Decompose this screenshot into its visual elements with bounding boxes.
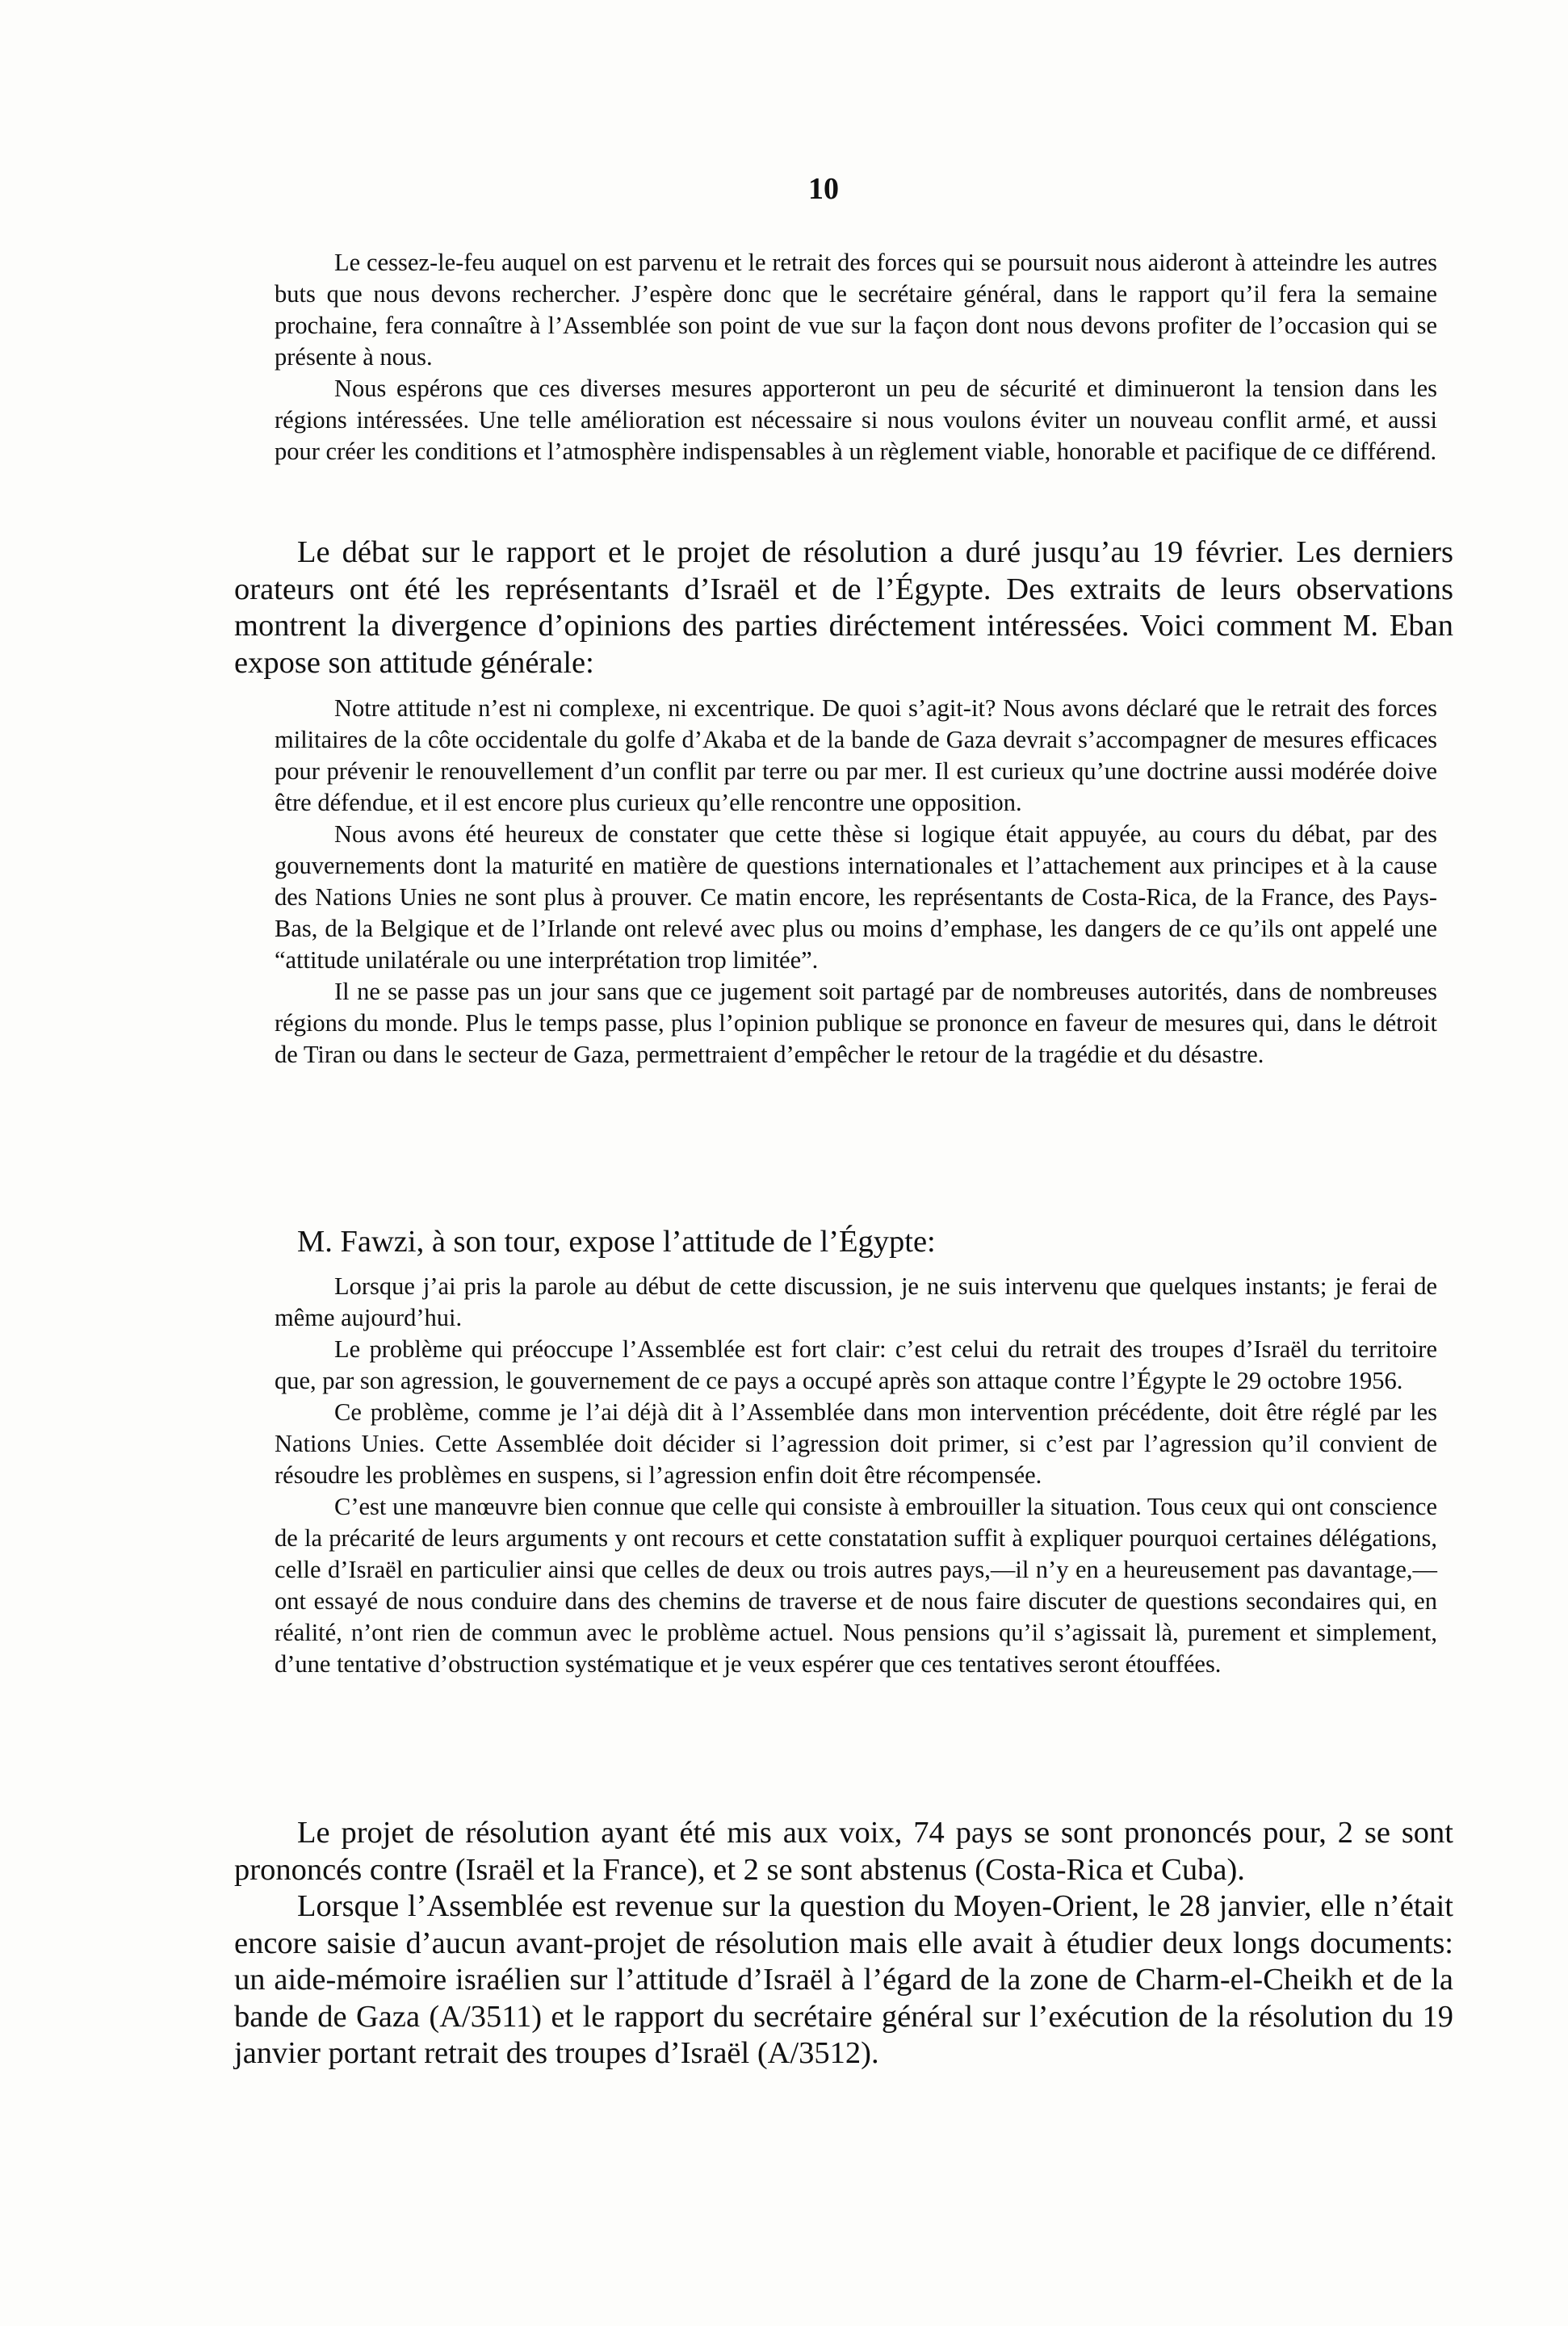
quoted-statement-eban bbox=[275, 693, 1437, 1071]
narrative-text bbox=[234, 1815, 1453, 2072]
quoted-statement bbox=[275, 247, 1437, 467]
quote-paragraph: Nous espérons que ces diverses mesures apporteront un peu de sécurité et diminueront la tension dans les régions intéressées. Une telle amélioration est nécessaire si nous voulons éviter un nouveau conflit armé, et aussi pour créer les conditions et l’atmosphère indispensables à un règlement viable, honorable et pacifique de ce différend. bbox=[275, 375, 1437, 465]
narrative-paragraph: Le débat sur le rapport et le projet de résolution a duré jusqu’au 19 février. Les derniers orateurs ont été les représentants d’Israël et de l’Égypte. Des extraits de leurs observations montrent la divergence d’opinions des parties diréctement intéressées. Voici comment M. Eban expose son attitude générale: bbox=[234, 535, 1453, 680]
quote-paragraph: Nous avons été heureux de constater que cette thèse si logique était appuyée, au cours du débat, par des gouvernements dont la maturité en matière de questions internationales et l’attachement aux principes et à la cause des Nations Unies ne sont plus à prouver. Ce matin encore, les représentants de Costa-Rica, de la France, des Pays-Bas, de la Belgique et de l’Irlande ont relevé avec plus ou moins d’emphase, les dangers de ce qu’ils ont appelé une “attitude unilatérale ou une interprétation trop limitée”. bbox=[275, 820, 1437, 974]
quote-paragraph: Le cessez-le-feu auquel on est parvenu et le retrait des forces qui se poursuit nous aideront à atteindre les autres buts que nous devons rechercher. J’espère donc que le secrétaire général, dans le rapport qu’il fera la semaine prochaine, fera connaître à l’Assemblée son point de vue sur la façon dont nous devons profiter de l’occasion qui se présente à nous. bbox=[275, 249, 1437, 371]
quote-paragraph: Lorsque j’ai pris la parole au début de cette discussion, je ne suis intervenu que quelques instants; je ferai de même aujourd’hui. bbox=[275, 1272, 1437, 1331]
quote-paragraph: Il ne se passe pas un jour sans que ce jugement soit partagé par de nombreuses autorités, dans de nombreuses régions du monde. Plus le temps passe, plus l’opinion publique se prononce en faveur de mesures qui, dans le détroit de Tiran ou dans le secteur de Gaza, permettraient d’empêcher le retour de la tragédie et du désastre. bbox=[275, 978, 1437, 1068]
quote-paragraph: C’est une manœuvre bien connue que celle qui consiste à embrouiller la situation. Tous ceux qui ont conscience de la précarité de leurs arguments y ont recours et cette constatation suffit à expliquer pourquoi certaines délégations, celle d’Israël en particulier ainsi que celles de deux ou trois autres pays,—il n’y en a heureusement pas davantage,— ont essayé de nous conduire dans des chemins de traverse et de nous faire discuter de questions secondaires qui, en réalité, n’ont rien de commun avec le problème actuel. Nous pensions qu’il s’agissait là, purement et simplement, d’une tentative d’obstruction systématique et je veux espérer que ces tentatives seront étouffées. bbox=[275, 1493, 1437, 1678]
narrative-text bbox=[234, 1224, 1453, 1261]
narrative-paragraph: M. Fawzi, à son tour, expose l’attitude de l’Égypte: bbox=[297, 1225, 936, 1259]
quote-paragraph: Ce problème, comme je l’ai déjà dit à l’Assemblée dans mon intervention précédente, doit être réglé par les Nations Unies. Cette Assemblée doit décider si l’agression doit primer, si c’est par l’agression qu’il convient de résoudre les problèmes en suspens, si l’agression enfin doit être récompensée. bbox=[275, 1398, 1437, 1489]
quote-paragraph: Le problème qui préoccupe l’Assemblée est fort clair: c’est celui du retrait des troupes d’Israël du territoire que, par son agression, le gouvernement de ce pays a occupé après son attaque contre l’Égypte le 29 octobre 1956. bbox=[275, 1335, 1437, 1394]
narrative-paragraph: Le projet de résolution ayant été mis aux voix, 74 pays se sont prononcés pour, 2 se sont prononcés contre (Israël et la France), et 2 se sont abstenus (Costa-Rica et Cuba). bbox=[234, 1816, 1453, 1887]
narrative-text bbox=[234, 534, 1453, 681]
quoted-statement-fawzi bbox=[275, 1271, 1437, 1680]
page-number: 10 bbox=[808, 172, 839, 206]
narrative-paragraph: Lorsque l’Assemblée est revenue sur la question du Moyen-Orient, le 28 janvier, elle n’était encore saisie d’aucun avant-projet de résolution mais elle avait à étudier deux longs documents: un aide-mémoire israélien sur l’attitude d’Israël à l’égard de la zone de Charm-el-Cheikh et de la bande de Gaza (A/3511) et le rapport du secrétaire général sur l’exécution de la résolution du 19 janvier portant retrait des troupes d’Israël (A/3512). bbox=[234, 1889, 1453, 2070]
quote-paragraph: Notre attitude n’est ni complexe, ni excentrique. De quoi s’agit-it? Nous avons déclaré que le retrait des forces militaires de la côte occidentale du golfe d’Akaba et de la bande de Gaza devrait s’accompagner de mesures efficaces pour prévenir le renouvellement d’un conflit par terre ou par mer. Il est curieux qu’une doctrine aussi modérée doive être défendue, et il est encore plus curieux qu’elle rencontre une opposition. bbox=[275, 694, 1437, 816]
